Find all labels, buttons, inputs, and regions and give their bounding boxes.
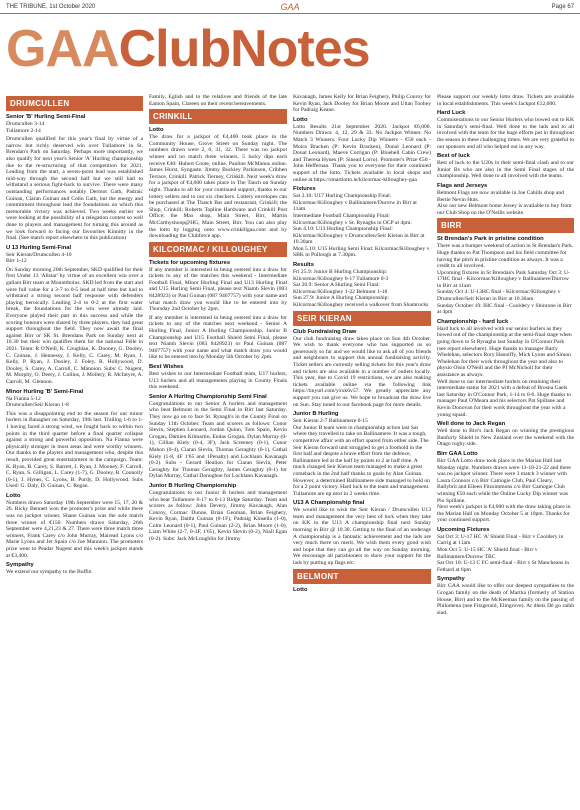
article-text: If any member is interested in being entered into a draw for tickets to any of the matches this weekend - Intermediate Football Final, Minor Hurling Final and U13 Hurling Final and U15 Hurling Semi Final, please text Niamh Slevin (083 8428923) or Paul Guinan (087 9407757) with your name and what match draw you would like to be entered into by Thursday 2nd October by 2pm. [149, 266, 287, 313]
article-heading: Lotto [6, 492, 21, 499]
column-1 [6, 94, 143, 730]
article-heading: Senior 'B' Hurling Semi-Final [6, 114, 86, 120]
article-heading: Hard Luck [437, 110, 466, 117]
article-text: There was a bumper weekend of action in St Brendan's Park. Huge thanks to Pat Thompson and his field committee for having the pitch in pristine condition as always. It was a credit to all involved. Upcoming fixtures in St Brendan's Park Saturday Oct 3: U-17HC final - Kilcormac/Killoughey v Ballinamere/Durrow in Birr at 11am Sunday Oct 4: U-13HC final - Kilcormac/Killoughey v Drumcullen/Seir Kieran in Birr at 10.30am Sunday October 10: IHC final - Cooldery v Shinrone in Birr at 4pm [437, 243, 574, 316]
article-text: Birr GAA Lotto draw took place in the Marian Hall last Monday night. Numbers drawn were 13-18-21-22 and there was no jackpot winner. There were 3 match 3 winner with Laura Connors c/o Birr Camogie Club, Paul Cleary, Ballybrit and Eileen Fitzsimmons c/o Birr Camogie Club winning €50 each while the Online Lucky Dip winner was Pio Spillane. Next week's jackpot is €4,600 with the draw taking place in the Marian Hall on Monday October 5 at 10pm. Thanks for your continued support. [437, 457, 571, 524]
club-name-bar: CRINKILL [149, 109, 287, 124]
article-heading: Championship - hard luck [437, 318, 509, 325]
article-text: Our club fundraising draw takes place on Sun 4th October. We wish to thank everyone who has supported us so generously so far and we would like to ask all of you friends and neighbours to support this annual fundraising activity. Ticket sellers are currently selling tickets for this year's draw and tickets are also available in a number of outlets locally. This year, due to Covid 19 restrictions, we are also making tickets available online via the following link https://tinyurl.com/yxxk6v57. We greatly appreciate any support you can give us. We hope to broadcast the draw live on Sun. Stay tuned to our facebook page for more details. [293, 335, 431, 408]
article-text: We would like to wish the Seir Kieran / Drumcullen U13 team and management the very best of luck when they take on KK in the U13 A championship final next Sunday morning in Birr @ 10.30. Getting to the final of an underage A championship is a fantastic achievement and the lads are very much there on merit. We wish them every good wish and hope that they can go all the way on Sunday morning. We encourage all parishioners to show your support for the lads by putting up flags etc. [293, 507, 431, 567]
article-text: Lotto Results 21st September 2020. Jackpot €6,000. Numbers Drawn: 4, 12, 29 & 33. No Jackpot Winner. No Match 3 Winners. Four Lucky Dip Winners - €50 each - Moira Bracken (P: Kevin Bracken), Donal Leonard (P: Donal Leonard), Maeve Corrigan (P: Bluebell Cabin Crew) and Theresa Hynes (P: Sinead Lorro). Promoter's Prize €50 - John Heffernan. Thank you to everyone for their continued support of the lotto. Tickets available in local shops and online at https://smartlotto.ie/kilcormac-killoughey-gaa [293, 123, 431, 183]
article-text: Birr GAA would like to offer our deepest sympathies to the Grogan family on the death of Martha (formerly of Station House, Birr) and to the McKeeman family on the passing of Philomena (nee Fitzgerald, Elmgrove). Ar dheis Dé go raibh siad. [437, 583, 574, 616]
column-3 [293, 94, 431, 796]
article-heading: Sympathy [437, 576, 465, 583]
article-heading: Lotto [293, 116, 308, 123]
page-number: Page 67 [551, 3, 574, 10]
section-title: GAA [280, 1, 300, 12]
article-heading: Club Fundraising Draw [293, 328, 357, 335]
article-heading: Lotto [149, 127, 164, 134]
column-2 [149, 94, 287, 796]
article-text: Drumcullen 3-14 Tullamore 2-14 [6, 121, 45, 134]
club-name-bar: BIRR [437, 218, 574, 233]
masthead-gaa: GAA [6, 20, 119, 78]
article-text: We extend our sympathy to the Buffin [6, 569, 92, 576]
club-name-bar: DRUMCULLEN [6, 96, 143, 111]
article-heading: U13 A Championship final [293, 500, 365, 507]
publication-date: THE TRIBUNE, 1st October 2020 [6, 3, 96, 10]
article-heading: Well done to Jack Regan [437, 421, 506, 428]
article-heading: Junior B Hurling Championship [149, 482, 237, 489]
article-text: Best of luck to the U20s in their semi-final clash and to our Junior Bs who are also in the Semi Final stages of the championship. Well done to all involved with the teams. [437, 160, 574, 180]
article-text: Numbers drawn Saturday 19th September were 15, 17, 20 & 26. Ricky Bennett won the promoter's prize and while there was no jackpot winner, Shane Guinan was the sole match three winner of €150. Numbers drawn Saturday, 26th September were 4,21,23 & 27. There were three match three winners, Frank Carey c/o John Murray, Mairead Lyons c/o Marie Lyons and Jer Spain c/o Joe Mannion. The promoters prize went to Peadar Nugent and this week's jackpot stands at €3,400. [6, 499, 143, 559]
masthead [6, 17, 370, 83]
article-text: Seir Kieran/Drumcullen 4-10 Birr 1-12 [6, 251, 72, 265]
article-text: Seir Kieran 2-7 Ballinamere 0-15 Our Junior B team were in championship action last Sat where they travelled to take on Ballinamere. It was a tough, competitive affair with an effort spared from either side. The Seir Kieran forward unit struggled to get a foothold in the first half and despite a brave effort from the defence, Ballinamere led at the half by points to 2 at half time. A much changed Seir Kieran team managed to make a great comeback in the 2nd half thanks to goals by Alan Guinan. However, a determined Ballinamere side managed to hold on for a 2 point victory. Hard luck to the team and management. Tullamore are up next in 2 weeks time. [293, 418, 430, 497]
article-text: If any member is interested in being entered into a draw for tickets to any of the matches next weekend - Senior A Hurling Final, Junior A Hurling Championship, Junior B Championship and U15 Football Shield Semi Final, please text Niamh Slevin (083 8428923) or Paul Guinan (087 9407757) with your name and what match draw you would like to be entered into by Monday 5th October by 2pm. [149, 314, 287, 361]
article-heading: Tickets for upcoming fixtures [149, 259, 231, 266]
article-text: This was a disappointing end to the season for our minor hurlers in Banagher on Saturday, 19th last. Trailing 1-6 to 1-1 having faced a strong wind, we fought back to within two points in the third quarter before a final quarter collapse against a strong and powerful opposition. Na Fianna were physically stronger in most areas and were worthy winners. Our thanks to the players and management who, despite this result, provided great entertainment in the campaign. Team: K. Ryan, B. Carey, S. Barrett, J. Ryan, J. Mooney, F. Carroll, C. Ryan, S. Gilligan, L. Carey (1-7), G. Dooley, B. Connolly (0-1), J. Hynes, C. Lyons, B. Purdy, D. Hollywood. Subs Used: G. Daly, D. Guinan, C. Regan. [6, 410, 143, 490]
article-text: Congratulations to our Senior A hurlers and management who beat Belmont in the Semi Final in Birr last Saturday. They now go on to face St. Rynagh's in the County Final on Sunday 11th October. Team and scorers as follows: Conor Slevin, Stephen Leonard, Jordan Quinn, Tom Spain, Kevin Grogan, Damien Kilmartin, Endas Grogan, Dylan Murray (0-1), Cillian Kiely (0-4, 3F), Jack Screeney (0-1), Conor Mahon (0-4), Ciaran Slevin, Thomas Geraghty (0-1), Cathal Kiely (1-8, 4F 1'65 and 1Penalty) and Lochlann Kavanagh (0-2). Subs - Gerard Healion for Ciaran Slevin, Peter Geraghty for Thomas Geraghty, James Geraghty (0-1) for Dylan Murray, Cathal Donoghue for Lochlann Kavanagh. [149, 400, 287, 480]
article-text: Drumcullen qualified for this year's final by virtue of a narrow but richly deserved win over Tullamore in St. Brendan's Park on Saturday. Perhaps more importantly, we also qualify for next year's Senior 'A' Hurling championship due to the re-structuring of that competition for 2021. Leading from the start, a seven-point lead was established mid-way through the second half but we still had to withstand a serious fight-back to survive. There were many outstanding performances notably Dermot Gath, Padraic Guinan, Ciaran Guinan and Colin Gath, but the energy and commitment throughout lead the foundations on which this memorable victory was achieved. Two weeks earlier we were looking at the possibility of a relegation contest so well done to players and management for turning this around as we look forward to facing our favourites Kinnitty in the final. (See match report elsewhere in this publication) [6, 136, 143, 242]
article-heading: Flags and Jerseys [437, 182, 488, 189]
article-text: Congratulations to our Junior B hurlers and management who beat Tullamore 6-17 to 0-13 Ridge Saturday. Team and scorers as follow: John Devery, Jimmy Kavanagh, Alan Conroy, Cormac Dunne, Brian Geoman, Brian Feighery, Kevin Ryan, Daithi Guinan (0-1F), Padraig Kinsella (1-0), Colm Leonard (0-1), Paul Guinan (2-2), Brian Moore (1-0), Liam White (2-7, 0-3F, 1'65), Kevin Slevin (0-2), Niall Egan (0-2). Subs: Jack McLoughlin for Jimmy [149, 489, 287, 543]
article-text: Fri 25.9: Junior B Hurling Championship: Kilcormac/Killoughey 6-17 Tullamore 0-3 Sat 26.9: Senior A Hurling Semi Final: Kilcormac/Killoughey 1-22 Belmont 1-18 Sun 27.9: Junior A Hurling Championship: Kilcormac/Killoughey received a walkover from Shamrocks [293, 269, 429, 309]
article-heading: Fixtures [293, 186, 316, 193]
article-heading: Results [293, 262, 314, 269]
article-text: Sat 3.10: U17 Hurling Championship Final: Kilcormac/Killoughey v Ballinamere/Durrow in Birr at 11am. Intermediate Football Championship Final: Kilcormac/Killoughey v St. Rynaghs in OCP at 4pm. Sun 4.10: U13 Hurling Championship Final: Kilcormac/Killoughey v Drumcullen/Seir Kieran in Birr at 10.30am Mon 5.10: U15 Hurling Semi Final: Kilcormac/Killoughey v SBK in Pullough at 7.30pm. [293, 193, 430, 259]
club-name-bar: BELMONT [293, 569, 431, 584]
article-text: Commiserations to our Senior Hurlers who bowed out to KK in Saturday's semi-final. Well done to the lads and to all involved with the team for the huge efforts put in throughout the season in these challenging times. We are very grateful to our sponsors and all who helped out in any way. [437, 117, 574, 150]
article-text: Family, Eglish and to the relatives and friends of the late Eamon Spain, Clareen on their recent bereavements. [149, 94, 287, 107]
article-text: Please support our weekly lotto draw. Tickets are available in local establishments. This week's Jackpot €12,000. [437, 94, 574, 107]
club-name-bar: SEIR KIERAN [293, 311, 431, 326]
article-heading: Best Wishes [149, 364, 184, 370]
article-heading: Best of luck [437, 153, 470, 160]
article-text: Kavanagh, James Kelly for Brian Feighery, Philip Conroy for Kevin Ryan, Jack Dooley for Brian Moore and Ultan Toohey for Padraig Keane. [293, 94, 431, 114]
article-text: On Sunday morning 20th September, SKD qualified for their first Under 13 'Allstar' by virtue of an excellent win over a gallant Birr team at Mounttbolus. SKD led from the start and were full value for a 3-7 to 0-5 lead at half time but had to withstand a strong second half response with defenders playing heroically. Leading 2-4 to 0-2 at the first water break, the foundations for the win were already laid. Everyone played their part in this success and while the scoring honours were shared by three players, they had great support throughout the field. They now await the final against Birr or SK St. Brendans Park on Sunday next at 10.30 but their win qualifies them for the national Féile in 2021. Team: R O'Neill, K. Coughlan, K. Dooney, G. Dooley, C. Guinan, J. Hennessy, J. Kelly, C. Carey, M. Ryan, J. Kelly, P. Ryan, J. Dooley, J. Foley, R. Hollywood, D. Dooley, S. Carey, A. Carroll, C. Mannion. Subs: C. Nugent, M. Murphy, O. Deery, J. Collins, J. Mollery, R. McIntyre, A. Carroll, M. Glennon. [6, 266, 143, 385]
page-header [0, 0, 580, 14]
masthead-clubnotes: ClubNotes [118, 20, 370, 78]
article-heading: Senior A Hurling Championship Semi Final [149, 393, 267, 400]
article-text: Belmont Flags are now available in Joe Cahills shop and Bertie Nevin Huts. Also our new Belmont home Jersey is available to buy from our Club Shop on the O'Neills website. [437, 189, 572, 216]
article-text: Well done to Birr's Jack Regan on winning the prestigious Banfurly Shield in New Zealand over the weekend with the Otago rugby side. [437, 428, 574, 448]
club-name-bar: KILCORMAC / KILLOUGHEY [149, 242, 287, 257]
columns [6, 94, 574, 730]
column-4 [437, 94, 574, 810]
article-heading: Birr GAA Lotto [437, 450, 478, 457]
article-text: Hard luck to all involved with our senior hurlers as they bowed out of the championship at the semi-final stage when going down to St Rynaghs last Sunday in O'Connor Park (see report elsewhere). Huge thanks to manager Barry Whelehan, selectors Rory Hanniffy, Mick Lyons and Simon Whelehan for their work throughout the year and also to physio Oisin O'Neill and the PJ McNicholl for their assistance as always. Well done to our intermediate hurlers on retaining their intermediate status for 2021 with a defeat of Brosna Gaels last Saturday in O'Connor Park, 1-14 to 0-6. Huge thanks to manager Paul O'Meara and his selectors Pat Spillane and Kevin Donovan for their work throughout the year with a young squad. [437, 325, 572, 418]
article-heading: Minor Hurling 'B' Semi-Final [6, 388, 84, 395]
article-heading: St Brendan's Park in pristine condition [437, 236, 544, 243]
article-text: The draw for a jackpot of €4,400 took place in the Community House, Grove Street on Sunday night. The numbers drawn were 2, 6, 31, 32. There was no jackpot winner and no match three winners. 5 lucky dips each receive €40: Hubert Coote, online. Pauline McManus online. James Hurst, Syngaste. Jimmy Buckley Parkinson, Cribben Terrace, Crinkill. Patrick Tierney, Crinkill. Next week's draw for a jackpot of €4,600 takes place in The Tanch on Sunday night. Thanks to all for your continued support, thanks to our lottery sellers and to our six checkers. Lottery envelopes can be purchased at The Thatch Bar and restaurant, Crinkill; the Shop, Crinkill; Roberts Topline Hardware and Crinkill Post Office; the Max shop, Main Street, Birr, Martin McCarthyshoop@HG, Main Street, Birr. You can also play the lotto by logging onto www.crinkillgaa.com and by downloading the Clubforce app. [149, 134, 287, 240]
article-heading: Lotto [293, 586, 308, 593]
article-heading: Upcoming Fixtures [437, 526, 490, 533]
article-text: Sat Oct 3: U-17 HC 'A' Shield Final - Birr v Cooldery in Carrig at 11am Mon Oct 5: U-15 HC 'A' Shield final - Birr v Ballinamere/Durrow TBC Sat Oct 10: U-13 C FC semi-final - Birr v St Mancheans in Fethard at 6pm [437, 533, 570, 573]
article-heading: Junior B Hurling [293, 411, 339, 418]
article-text: Best wishes to our Intermediate Football team, U17 hurlers, U13 hurlers and all managements playing in County Finals this weekend. [149, 371, 287, 391]
article-heading: Sympathy [6, 562, 34, 569]
article-text: Na Fianna 5-12 Drumcullen/Seir Kieran 1-8 [6, 395, 69, 409]
article-heading: U 13 Hurling Semi-Final [6, 244, 72, 251]
